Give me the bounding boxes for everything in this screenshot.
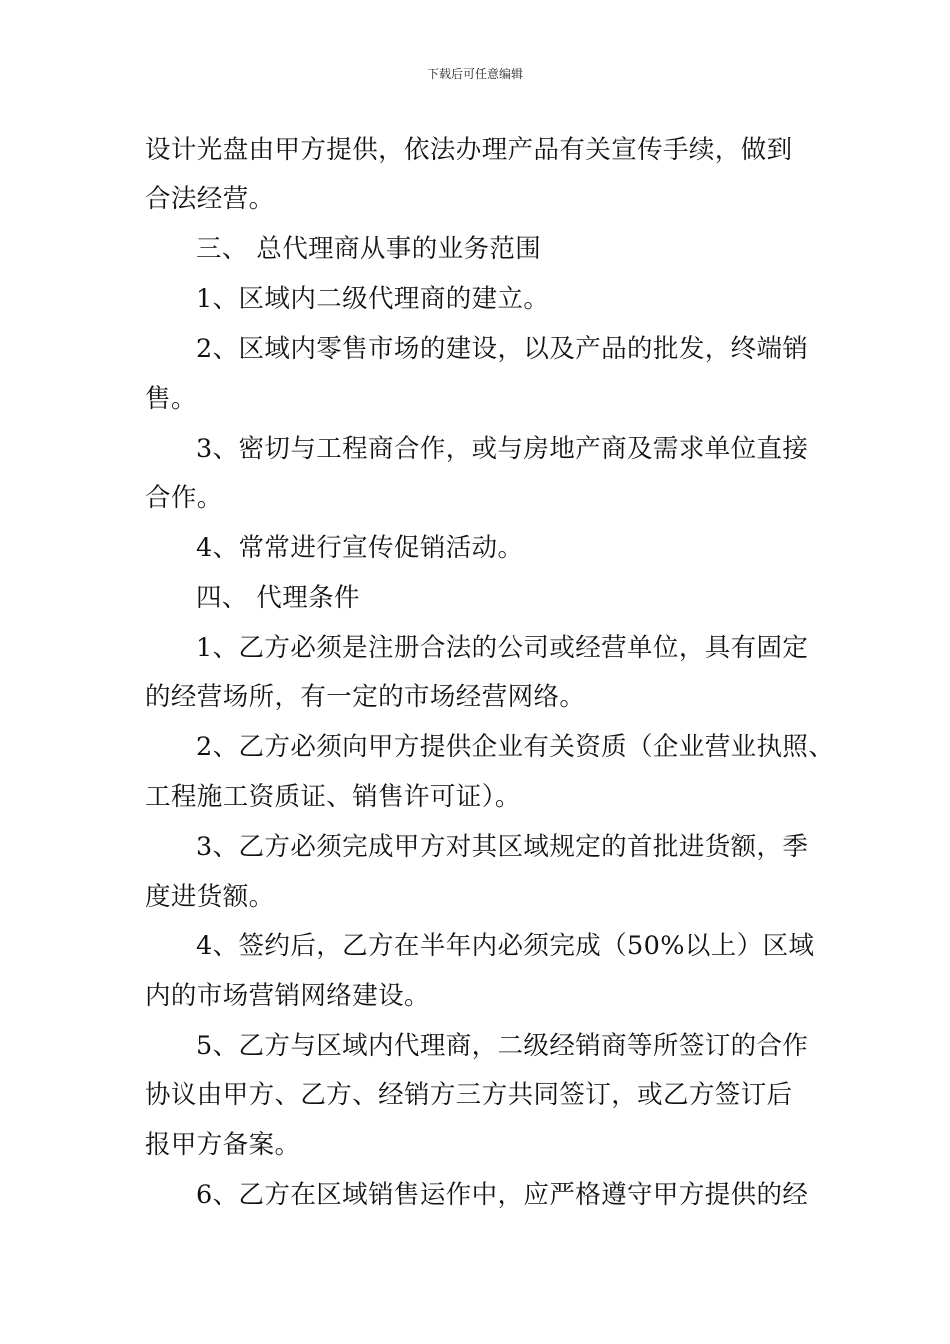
paragraph-line: 的经营场所，有一定的市场经营网络。 [145,682,586,712]
section-heading: 四、 代理条件 [196,583,360,613]
paragraph-line: 协议由甲方、乙方、经销方三方共同签订，或乙方签订后 [145,1080,793,1110]
paragraph-line: 内的市场营销网络建设。 [145,981,430,1011]
list-item: 1、区域内二级代理商的建立。 [196,284,550,314]
list-item: 1、乙方必须是注册合法的公司或经营单位，具有固定 [196,633,809,663]
list-item: 4、签约后，乙方在半年内必须完成（50%以上）区域 [196,931,815,961]
list-item: 3、乙方必须完成甲方对其区域规定的首批进货额，季 [196,832,809,862]
paragraph-line: 合法经营。 [145,184,275,214]
page-header: 下载后可任意编辑 [426,67,523,81]
paragraph-line: 度进货额。 [145,882,275,912]
list-item: 3、密切与工程商合作，或与房地产商及需求单位直接 [196,434,809,464]
list-item: 6、乙方在区域销售运作中，应严格遵守甲方提供的经 [196,1180,809,1210]
paragraph-line: 工程施工资质证、销售许可证）。 [145,782,521,812]
paragraph-line: 报甲方备案。 [145,1130,301,1160]
paragraph-line: 设计光盘由甲方提供，依法办理产品有关宣传手续，做到 [145,135,793,165]
list-item: 4、常常进行宣传促销活动。 [196,533,524,563]
list-item: 2、区域内零售市场的建设，以及产品的批发，终端销 [196,334,809,364]
paragraph-line: 售。 [145,384,197,414]
section-heading: 三、 总代理商从事的业务范围 [196,234,542,264]
list-item: 2、乙方必须向甲方提供企业有关资质（企业营业执照、 [196,732,835,762]
paragraph-line: 合作。 [145,483,223,513]
list-item: 5、乙方与区域内代理商，二级经销商等所签订的合作 [196,1031,809,1061]
